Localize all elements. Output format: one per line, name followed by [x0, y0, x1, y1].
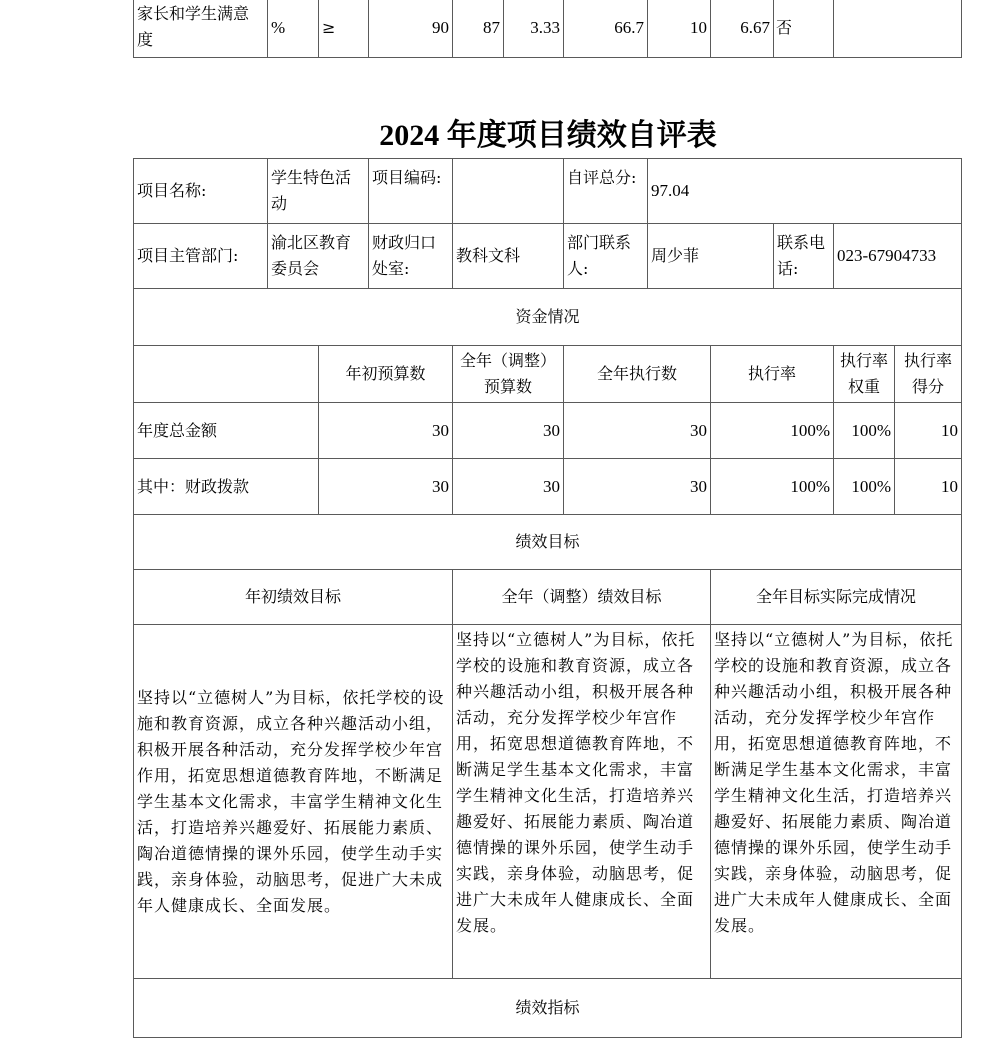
funds-header-weight-text: 执行率权重: [839, 351, 888, 396]
target-value-cell: [368, 0, 453, 58]
value-4-cell: [563, 0, 648, 58]
funds-row-executed-text: 30: [690, 420, 707, 440]
funds-header-adjusted: [452, 345, 564, 403]
goals-section-header: [133, 514, 962, 570]
indicator-name-cell: [133, 0, 268, 58]
value-3-cell: [503, 0, 564, 58]
funds-row-label: [133, 458, 319, 515]
funds-header-score: [894, 345, 962, 403]
phone-label: 联系电话:: [777, 233, 826, 278]
funds-row-score: [894, 402, 962, 459]
goals-header-adjusted-text: 全年（调整）绩效目标: [501, 587, 662, 606]
indicators-section-header: [133, 978, 962, 1038]
funds-row-rate: [710, 458, 834, 515]
flag-cell: [773, 0, 834, 58]
funds-row-executed: [563, 458, 711, 515]
project-name-cell: [267, 158, 369, 224]
indicator-name: 家长和学生满意度: [137, 4, 250, 49]
contact-label: 部门联系人:: [567, 233, 632, 278]
value-3: 3.33: [530, 18, 560, 37]
goals-initial-text: 坚持以“立德树人”为目标，依托学校的设施和教育资源，成立各种兴趣活动小组，积极开展各种活动，充分发挥学校少年宫作用，拓宽思想道德教育阵地，不断满足学生基本文化需求，丰富学生精神文化生活，打造培养兴趣爱好、拓展能力素质、陶冶道德情操的课外乐园，使学生动手实践，亲身体验，动脑思考，促进广大未成年人健康成长、全面发展。: [137, 687, 445, 915]
goals-adjusted-text: 坚持以“立德树人”为目标，依托学校的设施和教育资源，成立各种兴趣活动小组，积极开展各种活动，充分发挥学校少年宫作用，拓宽思想道德教育阵地，不断满足学生基本文化需求，丰富学生精神文化生活，打造培养兴趣爱好、拓展能力素质、陶冶道德情操的课外乐园，使学生动手实践，亲身体验，动脑思考，促进广大未成年人健康成长、全面发展。: [456, 630, 696, 935]
indicators-section-title: 绩效指标: [515, 998, 580, 1017]
goals-section-title: 绩效目标: [515, 532, 580, 551]
funds-header-executed-text: 全年执行数: [596, 364, 677, 383]
funds-row-initial-text: 30: [432, 420, 449, 440]
last-cell: [833, 0, 962, 58]
value-6-cell: [710, 0, 774, 58]
funds-section-title: 资金情况: [515, 307, 580, 326]
operator-cell: [318, 0, 369, 58]
project-name: 学生特色活动: [271, 168, 352, 213]
goals-header-initial: [133, 569, 453, 625]
funds-row-rate-text: 100%: [790, 420, 830, 440]
dept-label: 项目主管部门:: [137, 246, 239, 265]
funds-row-executed: [563, 402, 711, 459]
funds-header-executed: [563, 345, 711, 403]
project-name-label-cell: [133, 158, 268, 224]
project-code-label-cell: [368, 158, 453, 224]
phone-cell: [833, 223, 962, 289]
goals-initial-cell: [133, 624, 453, 979]
goals-actual-text: 坚持以“立德树人”为目标，依托学校的设施和教育资源，成立各种兴趣活动小组，积极开展各种活动，充分发挥学校少年宫作用，拓宽思想道德教育阵地，不断满足学生基本文化需求，丰富学生精神文化生活，打造培养兴趣爱好、拓展能力素质、陶冶道德情操的课外乐园，使学生动手实践，亲身体验，动脑思考，促进广大未成年人健康成长、全面发展。: [714, 630, 954, 935]
funds-row-label-text: 其中：财政拨款: [137, 476, 250, 496]
funds-row-adjusted: [452, 402, 564, 459]
goals-actual-cell: [710, 624, 962, 979]
funds-row-initial: [318, 458, 453, 515]
funds-row-rate: [710, 402, 834, 459]
page-title: 2024 年度项目绩效自评表: [379, 119, 717, 152]
contact-label-cell: [563, 223, 648, 289]
funds-header-weight: [833, 345, 895, 403]
funds-row-initial-text: 30: [432, 476, 449, 496]
project-code-cell: [452, 158, 564, 224]
value-4: 66.7: [614, 18, 644, 37]
funds-row-adjusted-text: 30: [543, 476, 560, 496]
funds-row-weight-text: 100%: [851, 420, 891, 440]
target-value: 90: [432, 18, 449, 37]
funds-header-initial: [318, 345, 453, 403]
unit: %: [271, 18, 286, 37]
actual-value: 87: [483, 18, 500, 37]
funds-header-rate-text: 执行率: [747, 364, 796, 383]
project-code-label: 项目编码:: [372, 168, 442, 187]
finance-label: 财政归口处室:: [372, 233, 437, 278]
unit-cell: [267, 0, 319, 58]
funds-header-rate: [710, 345, 834, 403]
funds-row-label: [133, 402, 319, 459]
finance-label-cell: [368, 223, 453, 289]
funds-section-header: [133, 288, 962, 346]
funds-row-adjusted-text: 30: [543, 420, 560, 440]
goals-header-actual: [710, 569, 962, 625]
goals-header-initial-text: 年初绩效目标: [244, 587, 341, 606]
finance-office: 教科文科: [456, 246, 521, 265]
contact-cell: [647, 223, 774, 289]
funds-header-blank: [133, 345, 319, 403]
funds-row-initial: [318, 402, 453, 459]
funds-header-adjusted-text: 全年（调整）预算数: [459, 351, 556, 396]
phone-label-cell: [773, 223, 834, 289]
funds-row-executed-text: 30: [690, 476, 707, 496]
funds-row-adjusted: [452, 458, 564, 515]
self-eval-score: 97.04: [651, 181, 690, 200]
actual-value-cell: [452, 0, 504, 58]
funds-row-score-text: 10: [941, 476, 958, 496]
value-6: 6.67: [740, 18, 770, 37]
project-name-label: 项目名称:: [137, 181, 207, 200]
score-label-cell: [563, 158, 648, 224]
funds-row-score-text: 10: [941, 420, 958, 440]
funds-row-label-text: 年度总金额: [137, 420, 218, 440]
funds-header-score-text: 执行率得分: [903, 351, 952, 396]
flag: 否: [776, 18, 793, 37]
funds-header-initial-text: 年初预算数: [345, 364, 426, 383]
dept: 渝北区教育委员会: [271, 233, 352, 278]
contact-person: 周少菲: [651, 246, 700, 265]
value-5: 10: [690, 18, 707, 37]
value-5-cell: [647, 0, 711, 58]
score-label: 自评总分:: [567, 168, 637, 187]
finance-cell: [452, 223, 564, 289]
funds-row-weight: [833, 402, 895, 459]
phone-number: 023-67904733: [837, 246, 937, 265]
dept-label-cell: [133, 223, 268, 289]
goals-header-adjusted: [452, 569, 711, 625]
score-cell: [647, 158, 962, 224]
goals-adjusted-cell: [452, 624, 711, 979]
operator: ≥: [322, 18, 336, 37]
funds-row-score: [894, 458, 962, 515]
goals-header-actual-text: 全年目标实际完成情况: [755, 587, 916, 606]
funds-row-weight: [833, 458, 895, 515]
dept-cell: [267, 223, 369, 289]
funds-row-weight-text: 100%: [851, 476, 891, 496]
funds-row-rate-text: 100%: [790, 476, 830, 496]
